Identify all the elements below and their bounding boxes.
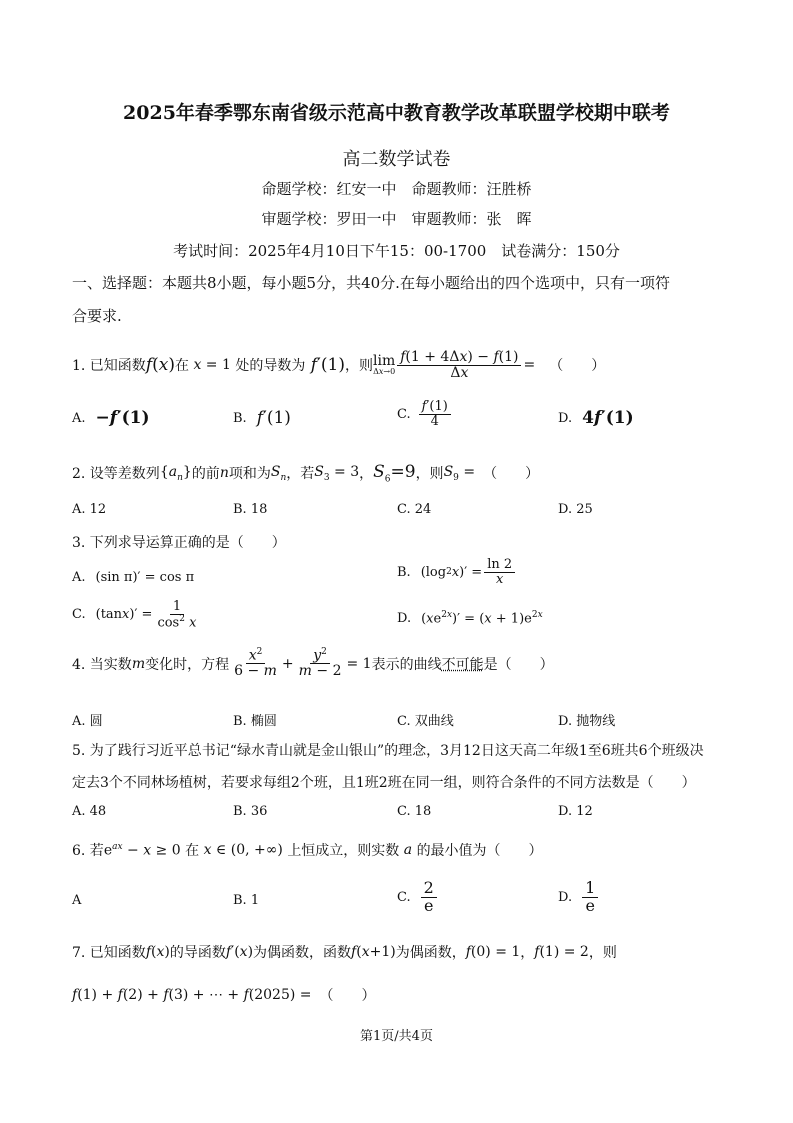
q5-option-b: B. 36 [233,804,268,819]
question-6 [72,840,543,860]
q6-option-d-math: $\frac{1}{e}$ [582,880,598,915]
q7-math-fx: f(x) [145,944,170,960]
q1-option-c-label: C. [397,406,411,422]
q1-text-1: 1. 已知函数 [72,358,146,374]
q7-math-f1: f(1) = 2 [534,944,589,960]
q1-option-b-math: f′(1) [256,408,291,428]
q6-text-2: 在 [185,843,200,859]
q4-option-b: B. 椭圆 [233,714,277,729]
q6-math-domain: x ∈ (0, +∞) [203,842,288,858]
q2-option-a: A. 12 [72,502,107,517]
q3-option-a-label: A. [72,570,86,585]
q2-text-4: ，若 [286,466,315,483]
q6-math-ineq: $e^{ax} - x \ge 0$ [103,841,186,859]
q2-math-s6: $S_6=9$ [373,462,416,485]
q5-option-c: C. 18 [397,804,432,819]
q6-option-d [558,880,600,915]
q7-math-fpx: f′(x) [225,944,254,960]
q3-option-d-math: $(xe^{2x})' = (x + 1)e^{2x}$ [421,610,543,627]
question-2 [72,462,539,484]
section-instructions-2: 合要求. [72,307,122,325]
q6-option-c [397,880,439,915]
q1-math-fx: f(x) [145,355,175,375]
q4-text-emphasis: 不可能 [441,656,484,673]
q4-text-2: 变化时，方程 [145,656,230,673]
q6-option-b: B. 1 [233,893,260,908]
reviewer-line: 审题学校：罗田一中 审题教师：张 晖 [261,210,532,228]
q3-option-b-math: (log 2 x )′ = $\frac{\ln 2}{x}$ [421,558,517,586]
q1-paren: （ ） [549,358,606,374]
exam-title: 2025年春季鄂东南省级示范高中教育教学改革联盟学校期中联考 [123,102,670,124]
q6-text-4: 的最小值为（ ） [416,843,543,859]
q2-math-s3: $S_3 = 3$ [314,463,360,483]
q3-option-b [397,558,517,586]
q1-option-c-math: $\frac{f'(1)}{4}$ [419,400,451,428]
question-4 [72,648,554,679]
q7-text-6: ，则 [588,945,617,961]
q1-text-2: 在 [174,358,189,374]
q1-option-a-label: A. [72,410,86,426]
q1-option-a [72,408,150,428]
q2-math-n: n [219,465,229,482]
q3-option-b-label: B. [397,564,411,580]
q3-option-c [72,600,201,630]
q1-option-d [558,408,634,428]
q2-text-2: 的前 [191,466,220,483]
q1-option-b-label: B. [233,410,247,426]
q1-option-b [233,408,291,428]
q6-option-c-math: $\frac{2}{e}$ [421,880,437,915]
q1-option-d-math: 4f′(1) [582,408,634,428]
q1-text-4: ，则 [345,358,373,374]
q1-option-a-math: −f′(1) [95,408,150,428]
q4-option-a: A. 圆 [72,714,103,729]
q6-option-d-label: D. [558,889,573,905]
q7-text-3: 为偶函数，函数 [253,945,352,961]
q7-text-2: 的导函数 [169,945,226,961]
q3-option-d-label: D. [397,610,412,626]
q4-option-d: D. 抛物线 [558,714,616,729]
q4-math-m: m [131,655,146,672]
q7-paren: （ ） [319,988,376,1004]
exam-time-line: 考试时间：2025年4月10日下午15：00-1700 试卷满分：150分 [173,242,620,260]
q7-math-f0: f(0) = 1 [465,944,521,960]
page-footer: 第1页/共4页 [360,1029,433,1044]
q2-paren: （ ） [483,466,540,483]
q3-option-c-label: C. [72,607,86,623]
q6-text-1: 6. 若 [72,843,104,859]
q4-text-3: 表示的曲线 [371,656,442,673]
q5-option-a: A. 48 [72,804,107,819]
q2-text-3: 项和为 [228,466,271,483]
section-instructions-1: 一、选择题：本题共8小题，每小题5分，共40分.在每小题给出的四个选项中，只有一项符 [72,274,670,292]
q6-text-3: 上恒成立，则实数 [287,843,400,859]
q2-option-c: C. 24 [397,502,432,517]
q7-math-sum: f(1) + f(2) + f(3) + ⋯ + f(2025) = [72,987,312,1003]
question-5-line-2: 定去3个不同林场植树，若要求每组2个班，且1班2班在同一组，则符合条件的不同方法数是（ ） [72,775,696,791]
q3-option-d [397,610,543,626]
question-5-line-1: 5. 为了践行习近平总书记“绿水青山就是金山银山”的理念，3月12日这天高二年级1至6班共6个班级决 [72,743,704,759]
q3-option-c-math: (tan x )′ = $\frac{1}{\cos^2 x}$ [95,599,197,630]
q1-text-3: 处的导数为 [235,358,306,374]
exam-subtitle: 高二数学试卷 [342,149,451,170]
q7-text-4: 为偶函数， [395,945,466,961]
q4-text-5: 是（ ） [483,656,554,673]
q2-option-b: B. 18 [233,502,268,517]
q6-math-a: a [399,842,417,858]
q7-math-fx1: f(x+1) [351,944,396,960]
question-7 [72,942,617,962]
question-1 [72,340,605,390]
question-7-line-2 [72,985,376,1005]
q4-text-1: 4. 当实数 [72,656,132,673]
q7-text-5: ， [520,945,535,961]
q5-option-d: D. 12 [558,804,593,819]
q4-option-c: C. 双曲线 [397,714,454,729]
q3-option-a-math: (sin π)′ = cos π [95,570,195,585]
q4-math-equation: $\frac{x^2}{6 - m}$ + $\frac{y^2}{m - 2}$ = 1 [234,647,372,680]
q2-option-d: D. 25 [558,502,593,517]
q6-option-c-label: C. [397,889,411,905]
q1-math-fp1: f′(1) [310,355,345,375]
q2-math-an: $\{a_n\}$ [159,463,192,483]
q1-option-d-label: D. [558,410,573,426]
q1-math-x1: x = 1 [193,357,236,373]
q6-option-a: A [72,893,82,908]
q2-math-sn: $S_n$ [270,463,287,483]
q2-text-5: ， [359,466,374,483]
q2-math-s9: $S_9$ = [443,463,476,483]
q7-text-1: 7. 已知函数 [72,945,146,961]
question-3: 3. 下列求导运算正确的是（ ） [72,535,286,551]
q2-text-1: 2. 设等差数列 [72,466,160,483]
q2-text-6: ，则 [415,466,444,483]
q1-math-limit: lim Δx→0 $\frac{f(1 + 4\Delta x) - f(1)}{\Delta x}$ = [373,348,536,381]
q1-option-c [397,400,453,428]
author-line: 命题学校：红安一中 命题教师：汪胜桥 [261,180,532,198]
q3-option-a [72,570,194,585]
